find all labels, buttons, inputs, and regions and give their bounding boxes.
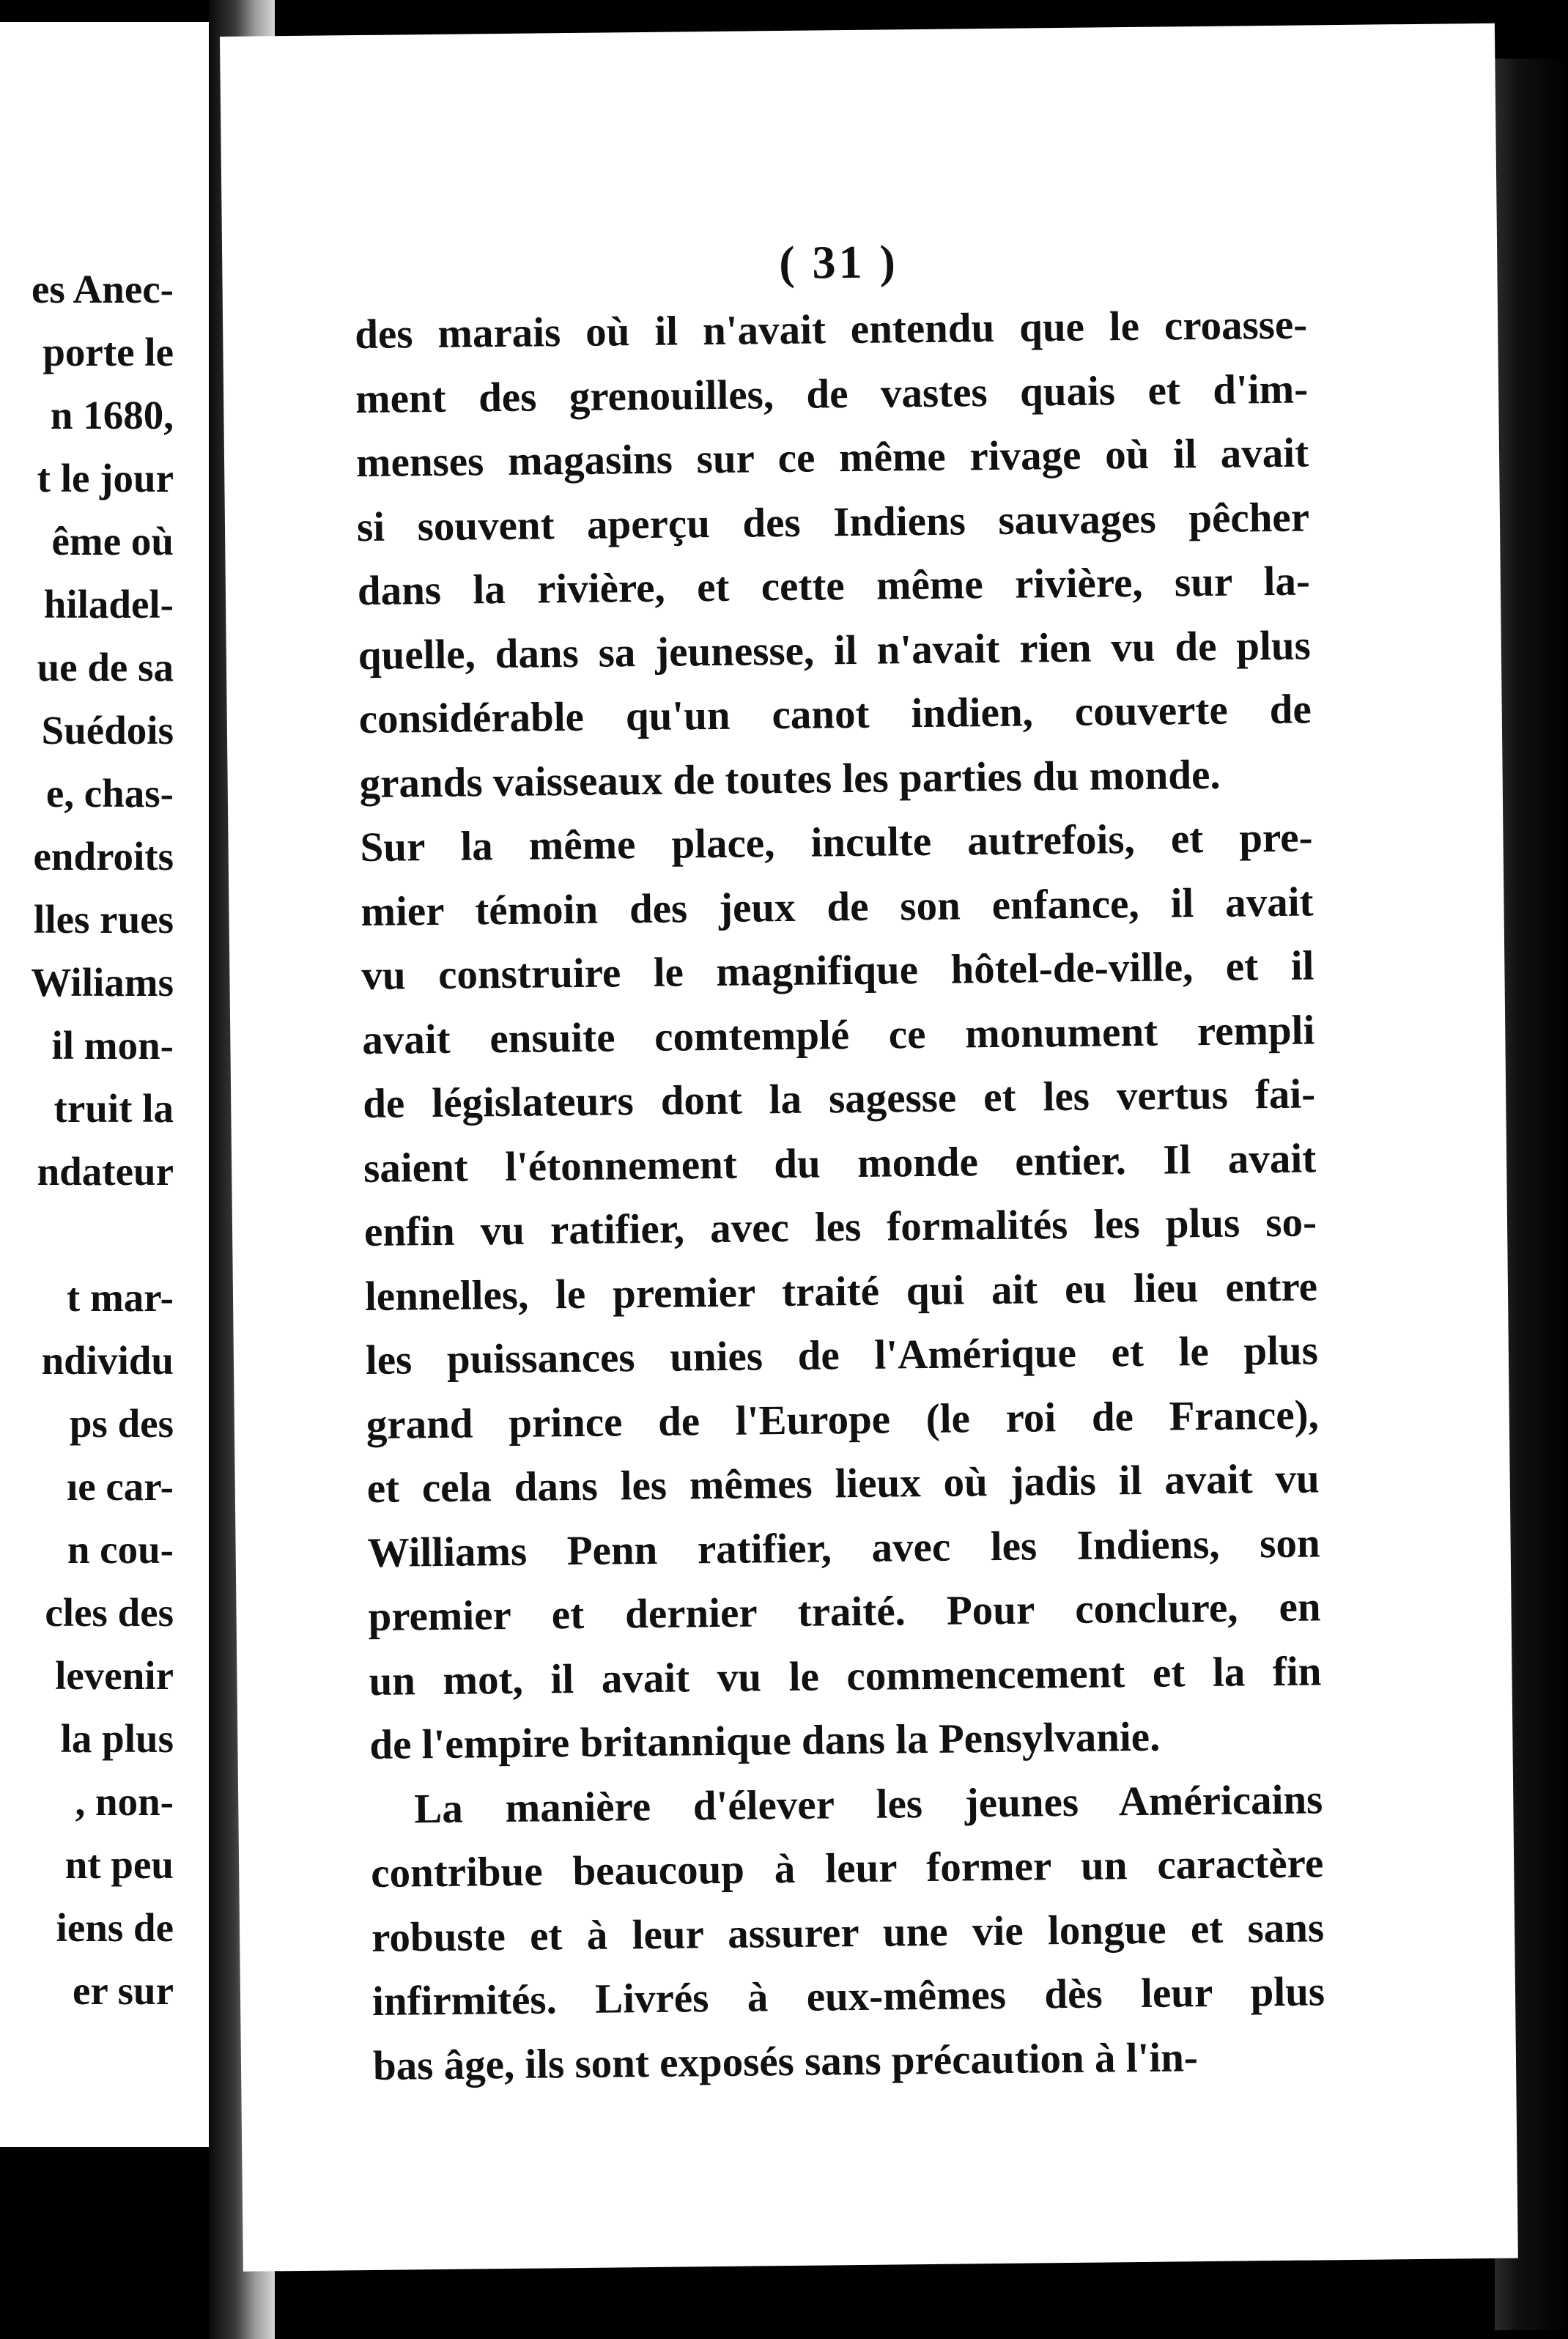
left-text-line: truit la [53, 1086, 174, 1131]
left-text-line: er sur [73, 1968, 174, 2013]
left-text-line: es Anec- [32, 267, 174, 311]
left-text-line: Suédois [41, 708, 174, 753]
left-text-line: , non- [75, 1779, 174, 1824]
left-text-line: hiladel- [43, 582, 174, 627]
left-text-line: Wiliams [31, 960, 174, 1005]
text-line: grands vaisseaux de toutes les parties du monde. [359, 751, 1221, 807]
page-number: ( 31 ) [778, 235, 899, 289]
left-page-text [31, 258, 174, 2022]
text-line: menses magasins sur ce même rivage où il avait [355, 429, 1309, 487]
left-text-line: ıe car- [66, 1464, 174, 1509]
text-line: Williams Penn ratifier, avec les Indiens, son [367, 1519, 1320, 1576]
text-line: ment des grenouilles, de vastes quais et d'im- [355, 365, 1309, 422]
left-text-line [31, 1203, 174, 1266]
left-text-line: t le jour [37, 456, 174, 500]
text-line: les puissances unies de l'Amérique et le plus [365, 1327, 1319, 1384]
body-text [355, 292, 1326, 2097]
text-line: grand prince de l'Europe (le roi de France), [366, 1391, 1320, 1448]
text-line: de législateurs dont la sagesse et les vertus fai- [362, 1071, 1316, 1128]
text-line: mier témoin des jeux de son enfance, il avait [360, 878, 1314, 935]
left-text-line: ême où [51, 519, 174, 563]
text-line: des marais où il n'avait entendu que le croasse- [354, 301, 1308, 358]
left-text-line: la plus [60, 1716, 174, 1761]
left-text-line: iens de [56, 1905, 174, 1950]
left-text-line: e, chas- [45, 771, 174, 816]
left-text-line: ue de sa [37, 645, 174, 690]
text-line: premier et dernier traité. Pour conclure, en [368, 1584, 1321, 1640]
text-line: infirmités. Livrés à eux-mêmes dès leur plus [371, 1968, 1325, 2025]
text-line: avait ensuite comtemplé ce monument rempli [362, 1006, 1315, 1063]
text-line: contribue beaucoup à leur former un caractère [370, 1840, 1324, 1896]
left-text-line: n 1680, [50, 393, 174, 437]
right-page [220, 23, 1518, 2272]
left-text-line: nt peu [64, 1842, 174, 1887]
left-text-line: ndateur [37, 1149, 174, 1194]
text-line: si souvent aperçu des Indiens sauvages pêcher [356, 493, 1310, 550]
left-text-line: lles rues [34, 897, 174, 942]
left-text-line: endroits [33, 834, 174, 879]
text-line: dans la rivière, et cette même rivière, sur la- [357, 558, 1311, 615]
left-text-line: ps des [69, 1401, 174, 1446]
text-line: bas âge, ils sont exposés sans précaution à l'in- [372, 2033, 1199, 2089]
text-line: un mot, il avait vu le commencement et la fin [369, 1647, 1322, 1704]
text-line: vu construire le magnifique hôtel-de-ville, et il [361, 942, 1314, 999]
text-line: et cela dans les mêmes lieux où jadis il avait vu [366, 1455, 1320, 1512]
text-line: lennelles, le premier traité qui ait eu lieu entre [364, 1263, 1318, 1320]
left-text-line: levenir [55, 1653, 174, 1698]
left-page [0, 22, 210, 2147]
left-text-line: n cou- [67, 1527, 174, 1572]
left-text-line: cles des [45, 1590, 174, 1635]
left-text-line: t mar- [66, 1275, 174, 1320]
text-line: La manière d'élever les jeunes Américains [414, 1776, 1323, 1832]
text-line: robuste et à leur assurer une vie longue et sans [371, 1904, 1325, 1961]
text-line: quelle, dans sa jeunesse, il n'avait rien vu de plus [358, 621, 1312, 679]
text-line: saient l'étonnement du monde entier. Il avait [363, 1134, 1317, 1191]
left-text-line: il mon- [51, 1023, 174, 1068]
left-text-line: ndividu [41, 1338, 174, 1383]
text-line: Sur la même place, inculte autrefois, et pre- [360, 814, 1313, 871]
text-line: de l'empire britannique dans la Pensylvanie. [369, 1713, 1161, 1768]
text-line: enfin vu ratifier, avec les formalités les plus so- [363, 1199, 1317, 1256]
left-text-line: porte le [42, 330, 174, 374]
text-line: considérable qu'un canot indien, couverte de [358, 686, 1312, 743]
